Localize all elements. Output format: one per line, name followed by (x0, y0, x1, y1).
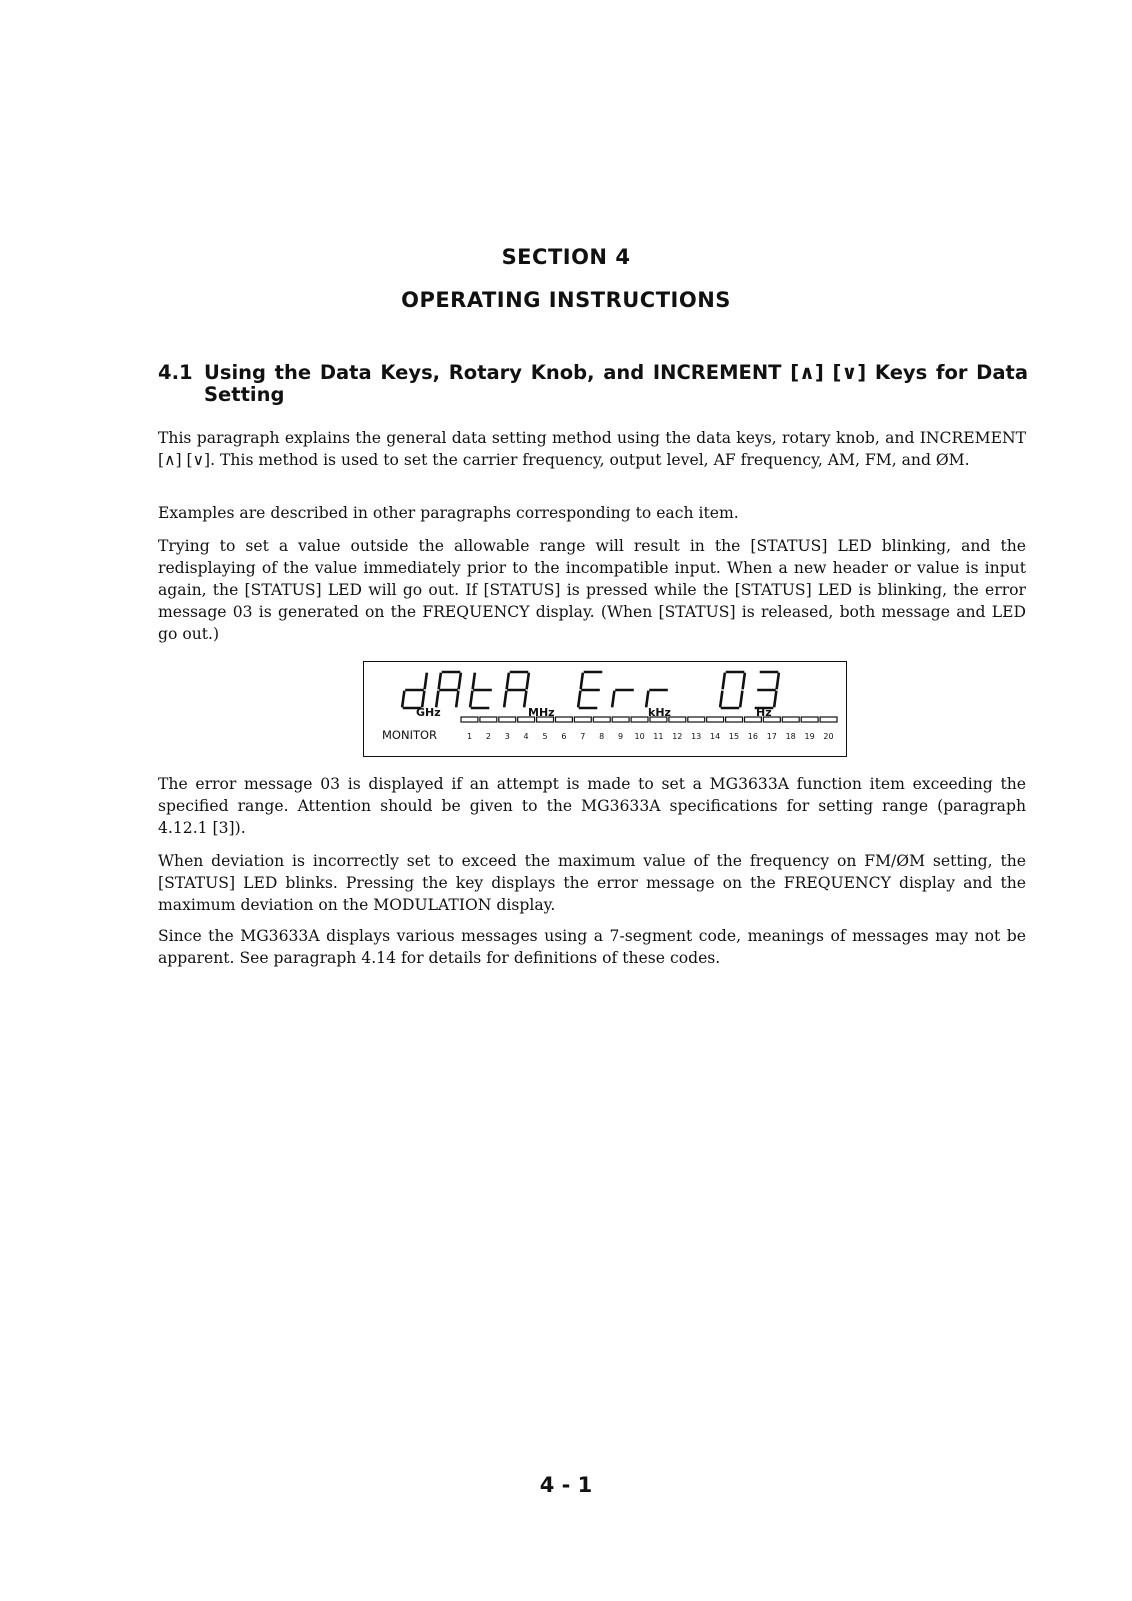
monitor-label: MONITOR (382, 728, 438, 742)
unit-label: kHz (648, 706, 671, 719)
monitor-number: 11 (653, 732, 664, 741)
segment-b (459, 674, 461, 688)
monitor-number: 7 (580, 732, 586, 741)
monitor-bar-segment (801, 717, 818, 722)
monitor-number: 12 (672, 732, 683, 741)
seven-segment-display (364, 662, 848, 758)
paragraph-examples: Examples are described in other paragraphs corresponding to each item. (158, 504, 739, 522)
monitor-number: 18 (785, 732, 796, 741)
unit-label: Hz (756, 706, 772, 719)
section-title: SECTION 4 (501, 245, 631, 269)
segment-c (456, 692, 458, 706)
segment-f (507, 674, 509, 688)
segment-b (527, 674, 529, 688)
paragraph-error-03: The error message 03 is displayed if an attempt is made to set a MG3633A function item exceeding the specified range. Attention should be given to the MG3633A specifications for setting range (paragraph 4.12.1 [3]). (158, 775, 1026, 837)
segment-e (402, 692, 404, 706)
monitor-bar-segment (631, 717, 648, 722)
monitor-scale (382, 728, 834, 742)
unit-label: GHz (416, 706, 441, 719)
segment-e (436, 692, 438, 706)
monitor-bar-segment (820, 717, 837, 722)
segment-e (578, 692, 580, 706)
segment-e (612, 692, 614, 706)
monitor-bar-segment (726, 717, 743, 722)
monitor-number: 15 (728, 732, 740, 741)
segment-f (439, 674, 441, 688)
monitor-bar-segment (688, 717, 705, 722)
monitor-bar-segment (461, 717, 478, 722)
segment-e (720, 692, 722, 706)
segment-e (504, 692, 506, 706)
monitor-number: 6 (561, 732, 567, 741)
monitor-number: 1 (466, 732, 473, 741)
segment-b (743, 674, 745, 688)
segment-b (425, 674, 427, 688)
frequency-display-figure (363, 661, 847, 757)
monitor-number: 19 (804, 732, 815, 741)
monitor-bar-segment (556, 717, 573, 722)
segment-f (723, 674, 725, 688)
monitor-bar-segment (574, 717, 591, 722)
monitor-bar-segment (593, 717, 610, 722)
segment-f (473, 674, 475, 688)
paragraph-intro: This paragraph explains the general data setting method using the data keys, rotary knob, and INCREMENT [∧] [∨]. This method is used to set the carrier frequency, output level, AF frequency, AM, FM, and ØM. (158, 429, 1026, 469)
monitor-number: 10 (634, 732, 645, 741)
monitor-bar-segment (480, 717, 497, 722)
segment-e (470, 692, 472, 706)
monitor-number: 8 (599, 732, 605, 741)
monitor-number: 9 (618, 732, 624, 741)
monitor-number: 17 (766, 732, 777, 741)
segment-c (422, 692, 424, 706)
segment-e (646, 692, 648, 706)
monitor-bar-segment (782, 717, 799, 722)
monitor-number: 2 (485, 732, 491, 741)
heading-number: 4.1 (158, 361, 193, 384)
monitor-number: 20 (823, 732, 834, 741)
monitor-bar-segment (499, 717, 516, 722)
paragraph-status-led: Trying to set a value outside the allowable range will result in the [STATUS] LED blinking, and the redisplaying of the value immediately prior to the incompatible input. When a new header or value is input again, the [STATUS] LED will go out. If [STATUS] is pressed while the [STATUS] LED is blinking, the error message 03 is generated on the FREQUENCY display. (When [STATUS] is released, both message and LED go out.) (158, 537, 1026, 643)
page-number: 4 - 1 (539, 1473, 593, 1497)
monitor-number: 16 (747, 732, 758, 741)
monitor-number: 13 (691, 732, 702, 741)
unit-label: MHz (528, 706, 555, 719)
segment-digits (402, 672, 778, 708)
segment-c (774, 692, 776, 706)
monitor-number: 5 (542, 732, 548, 741)
heading-text: Using the Data Keys, Rotary Knob, and INCREMENT [∧] [∨] Keys for Data Setting (204, 361, 1028, 406)
paragraph-7segment: Since the MG3633A displays various messages using a 7-segment code, meanings of messages may not be apparent. See paragraph 4.14 for details for definitions of these codes. (158, 927, 1026, 967)
segment-b (777, 674, 779, 688)
segment-c (740, 692, 742, 706)
segment-f (581, 674, 583, 688)
monitor-bar-segment (612, 717, 629, 722)
monitor-number: 4 (523, 732, 529, 741)
segment-c (524, 692, 526, 706)
monitor-number: 14 (710, 732, 721, 741)
monitor-number: 3 (504, 732, 510, 741)
paragraph-deviation: When deviation is incorrectly set to exceed the maximum value of the frequency on FM/ØM setting, the [STATUS] LED blinks. Pressing the key displays the error message on the FREQUENCY display and the maximum deviation on the MODULATION display. (158, 852, 1026, 914)
section-subtitle: OPERATING INSTRUCTIONS (401, 288, 731, 312)
monitor-bar-segment (669, 717, 686, 722)
monitor-bar-segment (707, 717, 724, 722)
